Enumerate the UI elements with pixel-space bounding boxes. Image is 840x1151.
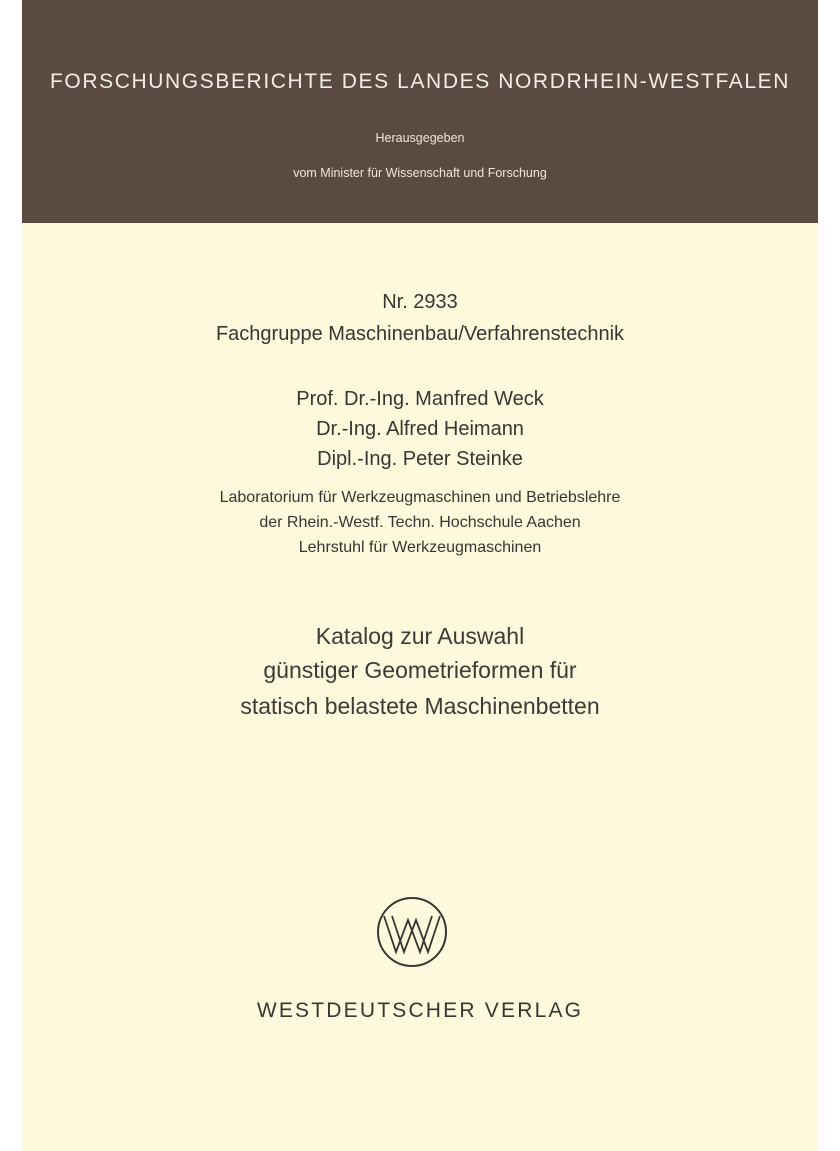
ww-circle-logo-icon [376, 896, 448, 968]
report-group: Fachgruppe Maschinenbau/Verfahrenstechnik [215, 323, 625, 345]
series-band [22, 0, 818, 223]
book-cover [22, 0, 818, 1151]
institution-line-1: Laboratorium für Werkzeugmaschinen und Betriebslehre [219, 489, 621, 506]
book-title-line-2: günstiger Geometrieformen für [263, 657, 577, 683]
series-title: FORSCHUNGSBERICHTE DES LANDES NORDRHEIN-WESTFALEN [50, 70, 790, 93]
editor-name: vom Minister für Wissenschaft und Forschung [293, 166, 547, 180]
book-title-line-3: statisch belastete Maschinenbetten [240, 693, 600, 719]
author-3: Dipl.-Ing. Peter Steinke [317, 448, 523, 470]
author-1: Prof. Dr.-Ing. Manfred Weck [296, 388, 544, 410]
institution-line-3: Lehrstuhl für Werkzeugmaschinen [298, 539, 542, 556]
editor-label: Herausgegeben [375, 131, 465, 145]
report-number: Nr. 2933 [382, 291, 458, 313]
book-title-line-1: Katalog zur Auswahl [315, 623, 525, 649]
institution-line-2: der Rhein.-Westf. Techn. Hochschule Aachen [259, 514, 581, 531]
author-2: Dr.-Ing. Alfred Heimann [316, 418, 524, 440]
publisher-name: WESTDEUTSCHER VERLAG [256, 999, 584, 1022]
